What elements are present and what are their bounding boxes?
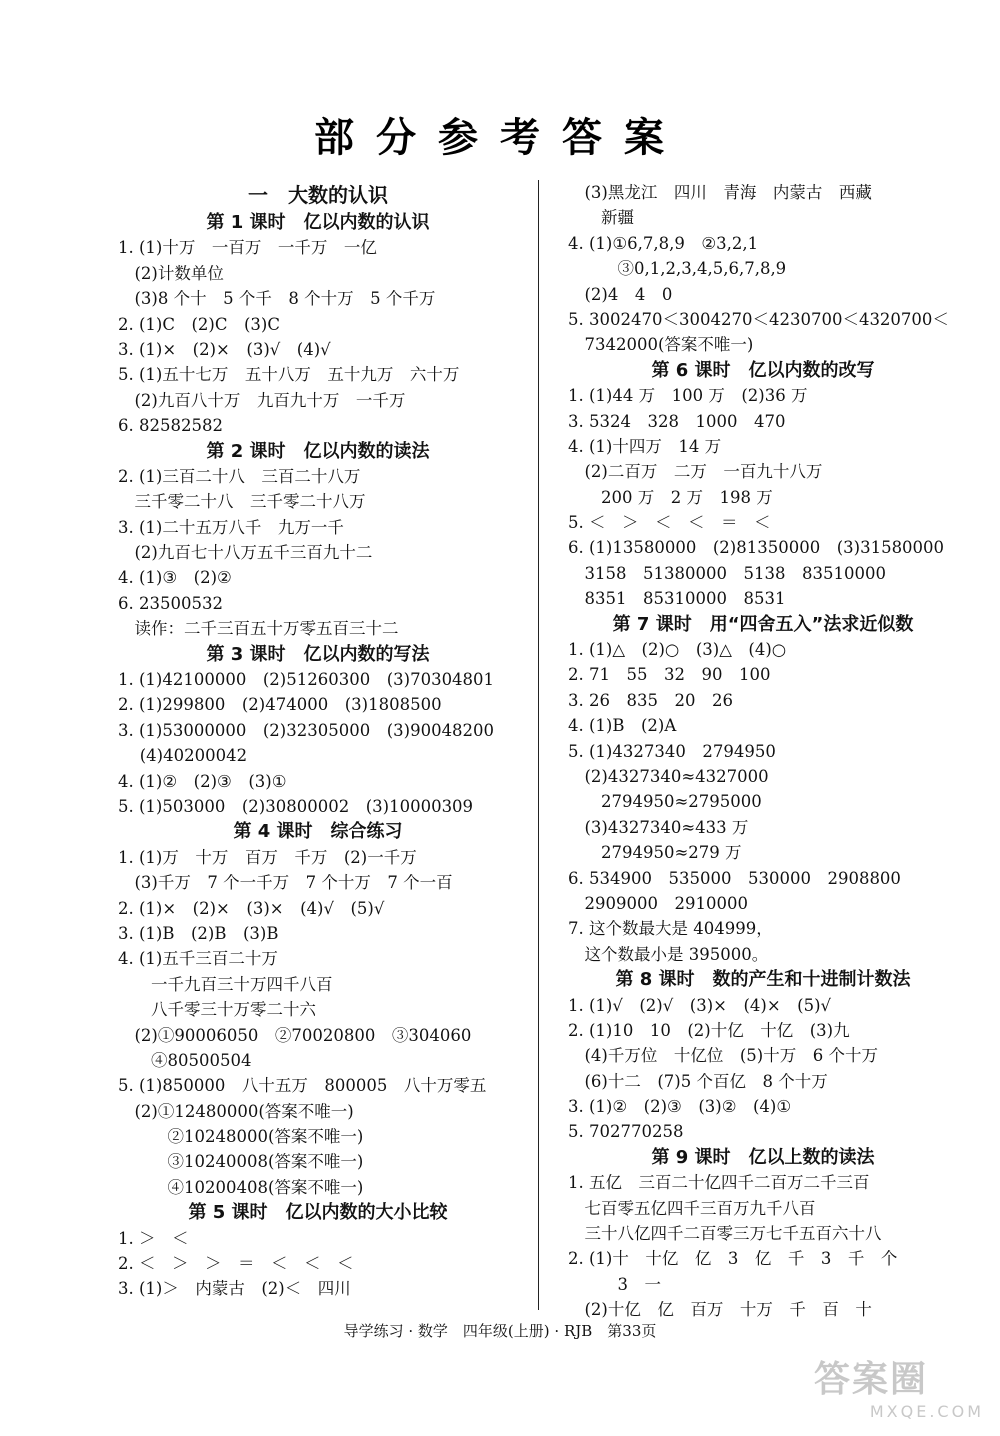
answer-line: (2)计数单位 <box>118 263 224 283</box>
answer-line: 2. (1)299800 (2)474000 (3)1808500 <box>118 695 442 715</box>
right-column <box>568 180 958 1323</box>
answer-line: 6. 23500532 <box>118 593 223 613</box>
answer-line: 新疆 <box>568 208 634 228</box>
answer-line: 1. (1)十万 一百万 一千万 一亿 <box>118 238 377 258</box>
page-title: 部分参考答案 <box>314 115 686 161</box>
answer-line: (2)二百万 二万 一百九十八万 <box>568 462 823 482</box>
answer-line: 3 一 <box>568 1274 661 1294</box>
answer-line: 4. (1)③ (2)② <box>118 568 232 588</box>
answer-line: 1. (1)√ (2)√ (3)× (4)× (5)√ <box>568 995 832 1015</box>
answer-line: (2)九百八十万 九百九十万 一千万 <box>118 390 406 410</box>
watermark-logo <box>814 1358 984 1428</box>
answer-line: 1. (1)万 十万 百万 千万 (2)一千万 <box>118 847 417 867</box>
answer-line: 6. 534900 535000 530000 2908800 <box>568 868 901 888</box>
answer-line: 6. (1)13580000 (2)81350000 (3)31580000 <box>568 538 945 558</box>
answer-line: 5. 702770258 <box>568 1122 684 1142</box>
answer-line: (2)①12480000(答案不唯一) <box>118 1101 354 1121</box>
answer-line: ②10248000(答案不唯一) <box>118 1127 364 1147</box>
answer-line: 6. 82582582 <box>118 416 223 436</box>
answer-line: 3. (1)53000000 (2)32305000 (3)90048200 <box>118 720 495 740</box>
answer-line: 4. (1)B (2)A <box>568 716 677 736</box>
answer-line: (4)40200042 <box>118 746 248 766</box>
section-heading: 第 2 课时 亿以内数的读法 <box>206 440 430 462</box>
watermark-url: MXQE.COM <box>869 1402 984 1421</box>
section-heading: 第 5 课时 亿以内数的大小比较 <box>188 1202 448 1224</box>
answer-line: 2. 71 55 32 90 100 <box>568 665 771 685</box>
section-heading: 第 8 课时 数的产生和十进制计数法 <box>615 969 911 991</box>
answer-line: 三十八亿四千二百零三万七千五百六十八 <box>568 1224 882 1244</box>
answer-line: 七百零五亿四千三百万九千八百 <box>568 1198 816 1218</box>
answer-line: (2)①90006050 ②70020800 ③304060 <box>118 1025 472 1045</box>
answer-line: 2. ＜ ＞ ＞ ＝ ＜ ＜ ＜ <box>118 1254 354 1274</box>
answer-line: 2794950≈279 万 <box>568 843 742 863</box>
answer-line: 3. 26 835 20 26 <box>568 690 733 710</box>
answer-line: (3)8 个十 5 个千 8 个十万 5 个千万 <box>118 289 436 309</box>
section-heading: 第 9 课时 亿以上数的读法 <box>651 1146 875 1168</box>
answer-line: 3. (1)× (2)× (3)√ (4)√ <box>118 339 331 359</box>
answer-line: 3. (1)＞ 内蒙古 (2)＜ 四川 <box>118 1279 351 1299</box>
answer-line: 5. 3002470＜3004270＜4230700＜4320700＜ <box>568 309 949 329</box>
answer-line: (3)黑龙江 四川 青海 内蒙古 西藏 <box>568 183 872 202</box>
answer-line: 200 万 2 万 198 万 <box>568 487 773 507</box>
answer-line: 2. (1)10 10 (2)十亿 十亿 (3)九 <box>568 1020 850 1040</box>
answer-line: 2. (1)× (2)× (3)× (4)√ (5)√ <box>118 898 385 918</box>
answer-line: (2)九百七十八万五千三百九十二 <box>118 543 373 563</box>
answer-line: (6)十二 (7)5 个百亿 8 个十万 <box>568 1071 828 1091</box>
answer-line: 1. 五亿 三百二十亿四千二百万二千三百 <box>568 1173 870 1193</box>
answer-line: (4)千万位 十亿位 (5)十万 6 个十万 <box>568 1046 878 1066</box>
answer-line: 一千九百三十万四千八百 <box>118 974 333 994</box>
section-heading: 第 6 课时 亿以内数的改写 <box>651 359 875 381</box>
answer-line: 3158 51380000 5138 83510000 <box>568 563 886 583</box>
answer-line: (3)千万 7 个一千万 7 个十万 7 个一百 <box>118 873 453 893</box>
answer-line: 5. (1)五十七万 五十八万 五十九万 六十万 <box>118 365 460 385</box>
section-heading: 第 7 课时 用“四舍五入”法求近似数 <box>612 613 914 635</box>
answer-line: 1. (1)44 万 100 万 (2)36 万 <box>568 386 808 406</box>
answer-line: 2. (1)十 十亿 亿 3 亿 千 3 千 个 <box>568 1249 898 1269</box>
answer-line: 3. 5324 328 1000 470 <box>568 411 786 431</box>
answer-line: (3)4327340≈433 万 <box>568 817 749 837</box>
answer-line: 八千零三十万零二十六 <box>118 1000 316 1020</box>
answer-line: 2. (1)C (2)C (3)C <box>118 314 280 334</box>
answer-line: ④80500504 <box>118 1050 252 1070</box>
answer-line: 5. (1)850000 八十五万 800005 八十万零五 <box>118 1076 487 1096</box>
answer-line: ③10240008(答案不唯一) <box>118 1152 364 1172</box>
answer-line: 2794950≈2795000 <box>568 792 762 812</box>
answer-line: 4. (1)①6,7,8,9 ②3,2,1 <box>568 233 759 253</box>
answer-line: 1. ＞ ＜ <box>118 1228 189 1248</box>
answer-line: 5. (1)4327340 2794950 <box>568 741 776 761</box>
answer-line: 4. (1)五千三百二十万 <box>118 949 278 969</box>
column-divider <box>538 180 539 1310</box>
answer-line: 三千零二十八 三千零二十八万 <box>118 492 366 512</box>
answer-line: (2)4 4 0 <box>568 284 673 304</box>
answer-line: 4. (1)② (2)③ (3)① <box>118 771 287 791</box>
answer-line: 5. ＜ ＞ ＜ ＜ ＝ ＜ <box>568 513 771 533</box>
answer-line: 2. (1)三百二十八 三百二十八万 <box>118 466 361 486</box>
answer-line: 1. (1)42100000 (2)51260300 (3)70304801 <box>118 670 495 690</box>
answer-line: 8351 85310000 8531 <box>568 589 786 609</box>
answer-line: 4. (1)十四万 14 万 <box>568 436 722 456</box>
answer-line: (2)十亿 亿 百万 十万 千 百 十 <box>568 1300 872 1320</box>
answer-line: 这个数最小是 395000。 <box>568 944 769 964</box>
answer-line: (2)4327340≈4327000 <box>568 766 769 786</box>
watermark-logo-text: 答案圈 <box>814 1359 929 1400</box>
section-heading: 第 3 课时 亿以内数的写法 <box>206 643 430 665</box>
answer-line: 读作：二千三百五十万零五百三十二 <box>118 619 399 639</box>
answer-line: 3. (1)B (2)B (3)B <box>118 923 279 943</box>
answer-line: 3. (1)② (2)③ (3)② (4)① <box>568 1097 792 1117</box>
section-heading: 一 大数的认识 <box>248 183 388 207</box>
answer-line: 5. (1)503000 (2)30800002 (3)10000309 <box>118 796 474 816</box>
answer-line: ③0,1,2,3,4,5,6,7,8,9 <box>568 259 787 279</box>
left-column <box>118 180 518 1302</box>
answer-line: 7342000(答案不唯一) <box>568 335 754 355</box>
section-heading: 第 4 课时 综合练习 <box>233 821 403 843</box>
page-footer: 导学练习 · 数学 四年级(上册) · RJB 第33页 <box>343 1322 657 1340</box>
answer-line: 3. (1)二十五万八千 九万一千 <box>118 517 344 537</box>
answer-line: 7. 这个数最大是 404999， <box>568 919 773 939</box>
answer-line: ④10200408(答案不唯一) <box>118 1177 364 1197</box>
answer-line: 2909000 2910000 <box>568 893 748 913</box>
answer-line: 1. (1)△ (2)○ (3)△ (4)○ <box>568 640 787 660</box>
section-heading: 第 1 课时 亿以内数的认识 <box>206 212 430 233</box>
